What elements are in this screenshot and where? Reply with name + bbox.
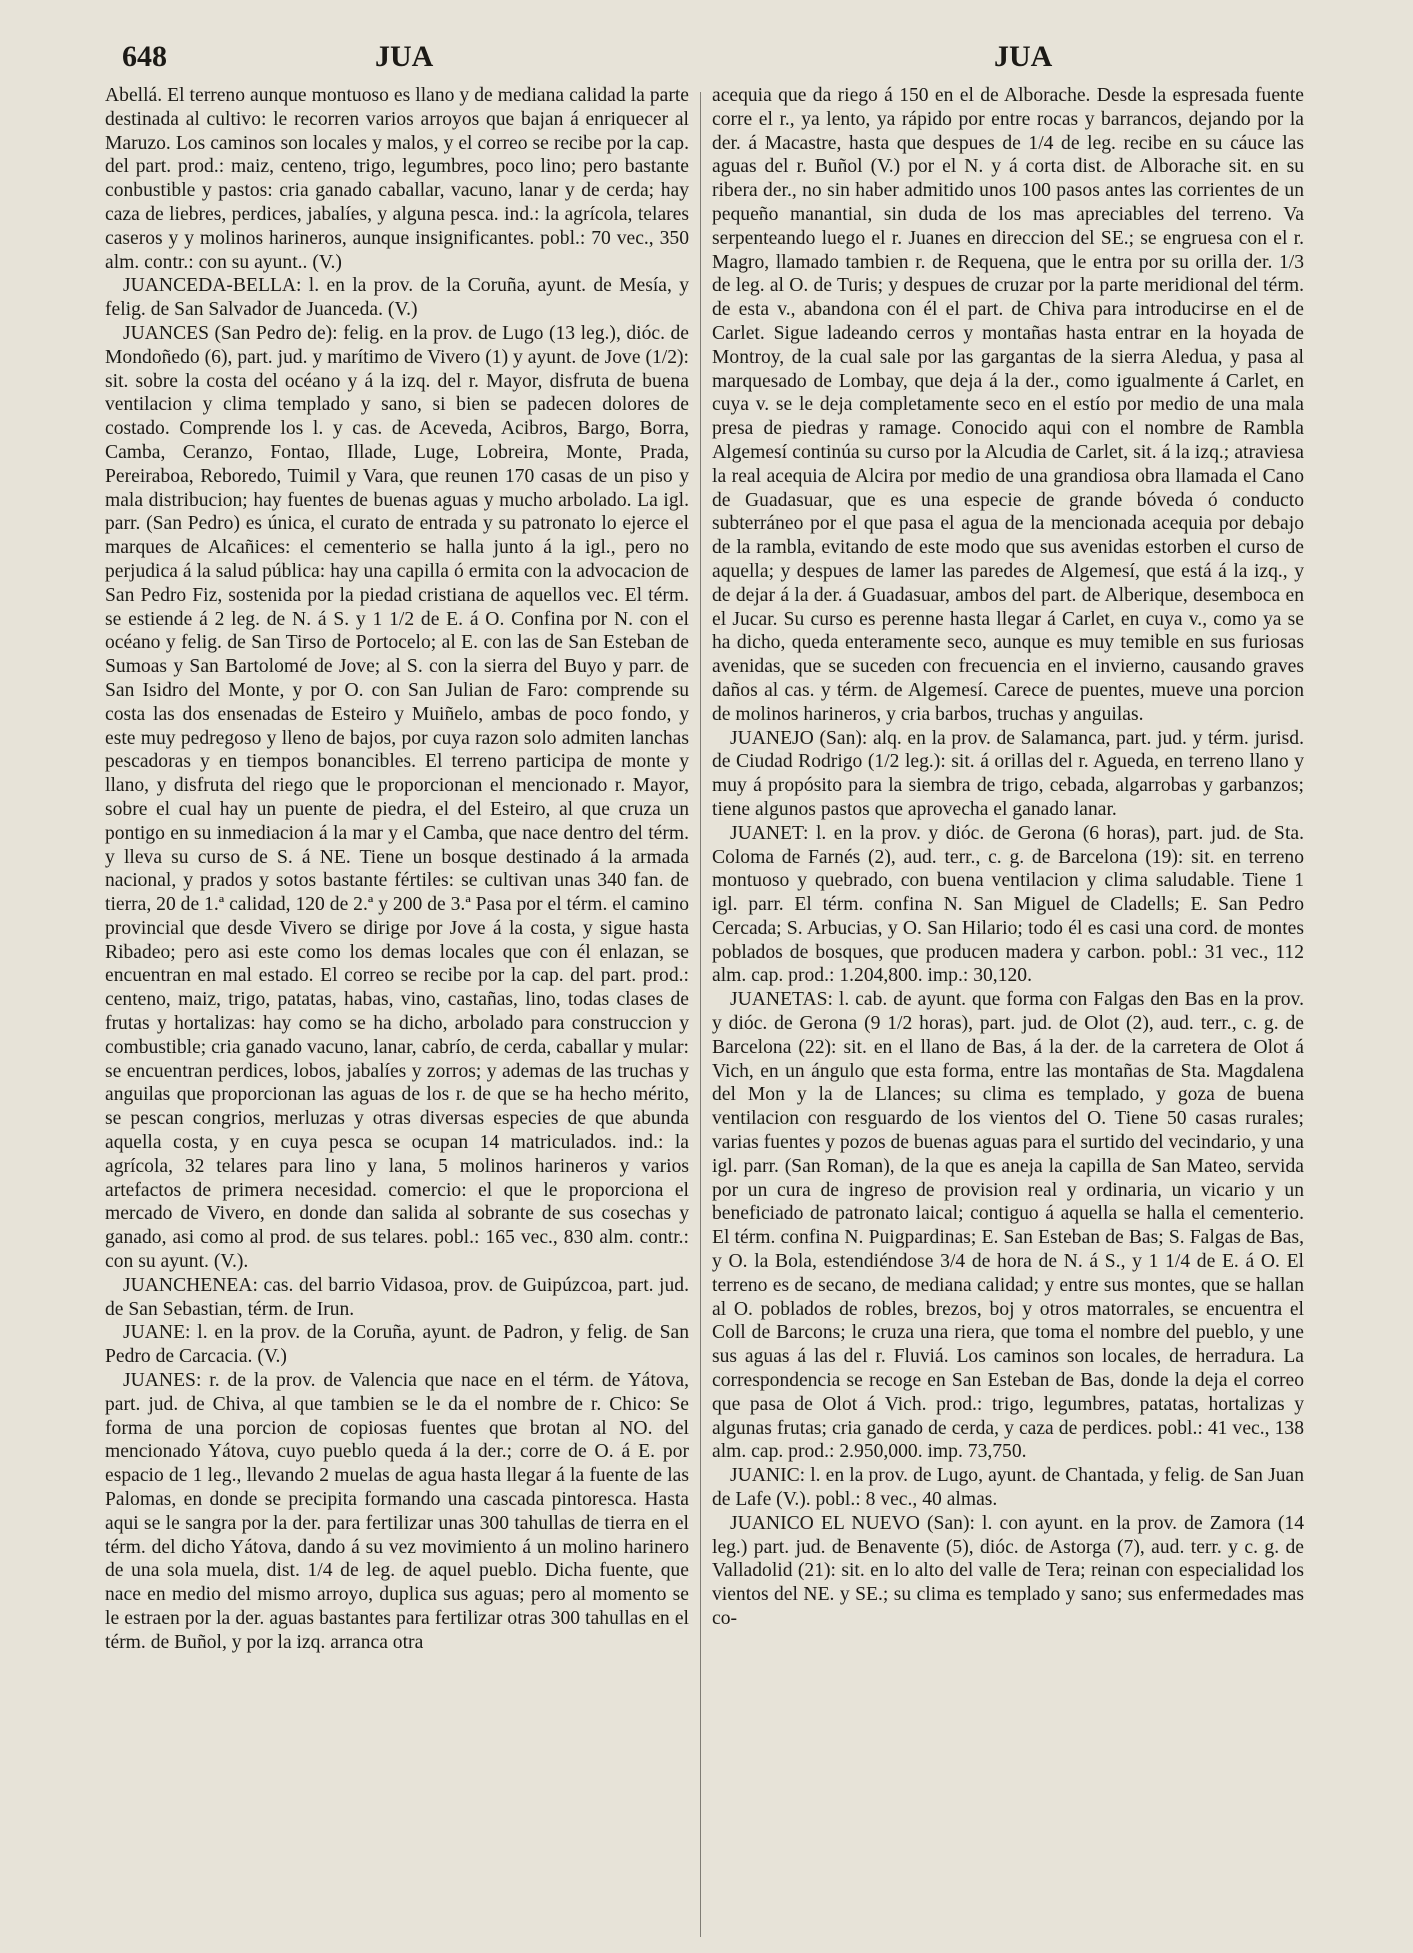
entry-juanico-el-nuevo: JUANICO EL NUEVO (San): l. con ayunt. en la prov. de Zamora (14 leg.) part. jud. de Benavente (5), dióc. de Astorga (7), aud. terr. y c. g. de Valladolid (21): sit. en lo alto del valle de Tera; reinan con especialidad los vientos del NE. y SE.; su clima es templado y sano; sus enfermedades mas co- <box>712 1512 1304 1629</box>
entry-juances: JUANCES (San Pedro de): felig. en la prov. de Lugo (13 leg.), dióc. de Mondoñedo (6), part. jud. y marítimo de Vivero (1) y ayunt. de Jove (1/2): sit. sobre la costa del océano y á la izq. del r. Mayor, disfruta de buena ventilacion y clima templado y sano, si bien se padecen dolores de costado. Comprende los l. y cas. de Aceveda, Acibros, Bargo, Borra, Camba, Ceranzo, Fontao, Illade, Luge, Lobreira, Monte, Prada, Pereiraboa, Reboredo, Tuimil y Vara, que reunen 170 casas de un piso y mala distribucion; hay fuentes de buenas aguas y mucho arbolado. La igl. parr. (San Pedro) es única, el curato de entrada y su patronato lo ejerce el marques de Alcañices: el cementerio se halla junto á la igl., pero no perjudica á la salud pública: hay una capilla ó ermita con la advocacion de San Pedro Fiz, sostenida por la piedad cristiana de aquellos vec. El térm. se estiende á 2 leg. de N. á S. y 1 1/2 de E. á O. Confina por N. con el océano y felig. de San Tirso de Portocelo; al E. con las de San Esteban de Sumoas y San Bartolomé de Jove; al S. con la sierra del Buyo y parr. de San Isidro del Monte, y por O. con San Julian de Faro: comprende su costa las dos ensenadas de Esteiro y Muiñelo, ambas de poco fondo, y este muy pedregoso y lleno de bajos, por cuya razon solo admiten lanchas pescadoras y en tiempos bonancibles. El terreno participa de monte y llano, y disfruta del riego que le proporcionan el mencionado r. Mayor, sobre el cual hay un puente de piedra, el del Esteiro, al que cruza un pontigo en su inmediacion á la mar y el Camba, que nace dentro del térm. y lleva su curso de S. á NE. Tiene un bosque destinado á la armada nacional, y prados y sotos bastante fértiles: se cultivan unas 340 fan. de tierra, 20 de 1.ª calidad, 120 de 2.ª y 200 de 3.ª Pasa por el térm. el camino provincial que desde Vivero se dirige por Jove á la costa, y sigue hasta Ribadeo; pero asi este como los demas locales que con él enlazan, se encuentran en mal estado. El correo se recibe por la cap. del part. prod.: centeno, maiz, trigo, patatas, habas, vino, castañas, lino, todas clases de frutas y hortalizas: hay como se ha dicho, arbolado para construccion y combustible; cria ganado vacuno, lanar, cabrío, de cerda, caballar y mular: se encuentran perdices, lobos, jabalíes y zorros; y ademas de las truchas y anguilas que proporcionan las aguas de los r. de que se ha hecho mérito, se pescan congrios, merluzas y otras diversas especies de que abunda aquella costa, y en cuya pesca se ocupan 14 matriculados. ind.: la agrícola, 32 telares para lino y lana, 5 molinos harineros y varios artefactos de primera necesidad. comercio: el que le proporciona el mercado de Vivero, en donde dan salida al sobrante de sus cosechas y ganado, asi como al prod. de sus telares. pobl.: 165 vec., 830 alm. contr.: con su ayunt. (V.). <box>105 322 689 1273</box>
entry-juane: JUANE: l. en la prov. de la Coruña, ayunt. de Padron, y felig. de San Pedro de Carcacia. (V.) <box>105 1322 689 1368</box>
entry-juanes-continuation: acequia que da riego á 150 en el de Alborache. Desde la espresada fuente corre el r., ya lento, ya rápido por entre rocas y barrancos, dejando por la der. á Macastre, hasta que despues de 1/4 de leg. recibe en su cáuce las aguas del r. Buñol (V.) por el N. y á corta dist. de Alborache sit. en su ribera der., no sin haber admitido unos 100 pasos antes las corrientes de un pequeño manantial, sin duda de los mas apreciables del terreno. Va serpenteando luego el r. Juanes en direccion del SE.; se engruesa con el r. Magro, llamado tambien r. de Requena, que le entra por su orilla der. 1/3 de leg. al O. de Turis; y despues de cruzar por la parte meridional del térm. de esta v., abandona con él el part. de Chiva para introducirse en el de Carlet. Sigue ladeando cerros y montañas hasta entrar en la hoyada de Montroy, de la cual sale por las gargantas de la sierra Aledua, y pasa al marquesado de Lombay, que deja á la der., como igualmente á Carlet, en cuya v. se le deja completamente seco en el estío por medio de una mala presa de piedras y ramage. Conocido aqui con el nombre de Rambla Algemesí continúa su curso por la Alcudia de Carlet, sit. á la izq.; atraviesa la real acequia de Alcira por medio de una grandiosa obra llamada el Cano de Guadasuar, que es una especie de grande bóveda ó conducto subterráneo por el que pasa el agua de la mencionada acequia por debajo de la rambla, evitando de este modo que sus avenidas estorben el curso de aquella; y despues de lamer las paredes de Algemesí, que está á la izq., y de dejar á la der. á Guadasuar, ambos del part. de Alberique, desemboca en el Jucar. Su curso es perenne hasta llegar á Carlet, en cuya v., como ya se ha dicho, queda enteramente seco, aunque es muy temible en sus furiosas avenidas, que se suceden con frecuencia en el invierno, causando graves daños al cas. y térm. de Algemesí. Carece de puentes, mueve una porcion de molinos harineros, y cria barbos, truchas y anguilas. <box>712 85 1304 725</box>
entry-juanet: JUANET: l. en la prov. y dióc. de Gerona (6 horas), part. jud. de Sta. Coloma de Farnés (2), aud. terr., c. g. de Barcelona (19): sit. en terreno montuoso y quebrado, con buena ventilacion y clima saludable. Tiene 1 igl. parr. El térm. confina N. San Miguel de Cladells; E. San Pedro Cercada; S. Arbucias, y O. San Hilario; todo él es casi una cord. de montes poblados de bosques, que producen madera y carbon. pobl.: 31 vec., 112 alm. cap. prod.: 1.204,800. imp.: 30,120. <box>712 822 1304 987</box>
right-running-head: JUA <box>994 40 1053 73</box>
entry-juanic: JUANIC: l. en la prov. de Lugo, ayunt. de Chantada, y felig. de San Juan de Lafe (V.). pobl.: 8 vec., 40 almas. <box>712 1465 1304 1511</box>
entry-juanejo: JUANEJO (San): alq. en la prov. de Salamanca, part. jud. y térm. jurisd. de Ciudad Rodrigo (1/2 leg.): sit. á orillas del r. Agueda, en terreno llano y muy á propósito para la siembra de trigo, cebada, algarrobas y garbanzos; tiene algunos pastos que aprovecha el ganado lanar. <box>712 727 1304 820</box>
entry-continuation: Abellá. El terreno aunque montuoso es llano y de mediana calidad la parte destinada al cultivo: le recorren varios arroyos que bajan á enriquecer al Maruzo. Los caminos son locales y malos, y el correo se recibe por la cap. del part. prod.: maiz, centeno, trigo, legumbres, poco lino; pero bastante conbustible y pastos: cria ganado caballar, vacuno, lanar y de cerda; hay caza de liebres, perdices, jabalíes, y alguna pesca. ind.: la agrícola, telares caseros y y molinos harineros, aunque insignificantes. pobl.: 70 vec., 350 alm. contr.: con su ayunt.. (V.) <box>105 85 689 273</box>
left-running-head: JUA <box>375 40 434 73</box>
column-divider <box>700 92 701 1937</box>
entry-juanchenea: JUANCHENEA: cas. del barrio Vidasoa, prov. de Guipúzcoa, part. jud. de San Sebastian, térm. de Irun. <box>105 1274 689 1320</box>
entry-juanceda-bella: JUANCEDA-BELLA: l. en la prov. de la Coruña, ayunt. de Mesía, y felig. de San Salvador de Juanceda. (V.) <box>105 275 689 321</box>
left-column <box>105 84 689 1655</box>
page-number: 648 <box>122 40 167 73</box>
right-column <box>712 84 1304 1631</box>
entry-juanes: JUANES: r. de la prov. de Valencia que nace en el térm. de Yátova, part. jud. de Chiva, al que tambien se le da el nombre de r. Chico: Se forma de una porcion de copiosas fuentes que brotan al NO. del mencionado Yátova, cuyo pueblo queda á la der.; corre de O. á E. por espacio de 1 leg., llevando 2 muelas de agua hasta llegar á la fuente de las Palomas, en donde se precipita formando una cascada pintoresca. Hasta aqui se le sangra por la der. para fertilizar unas 300 tahullas de tierra en el térm. del dicho Yátova, dando á su vez movimiento á un molino harinero de una sola muela, dist. 1/4 de leg. de aquel pueblo. Dicha fuente, que nace en medio del mismo arroyo, duplica sus aguas; pero al momento se le estraen por la der. aguas bastantes para fertilizar otras 300 tahullas en el térm. de Buñol, y por la izq. arranca otra <box>105 1370 689 1653</box>
page-header <box>0 40 1413 80</box>
entry-juanetas: JUANETAS: l. cab. de ayunt. que forma con Falgas den Bas en la prov. y dióc. de Gerona (9 1/2 horas), part. jud. de Olot (2), aud. terr., c. g. de Barcelona (22): sit. en el llano de Bas, á la der. de la carretera de Olot á Vich, en un ángulo que esta forma, entre las montañas de Sta. Magdalena del Mon y la de Llances; su clima es templado, y goza de buena ventilacion con resguardo de los vientos del O. Tiene 50 casas rurales; varias fuentes y pozos de buenas aguas para el surtido del vecindario, y una igl. parr. (San Roman), de la que es aneja la capilla de San Mateo, servida por un cura de ingreso de provision real y ordinaria, un vicario y un beneficiado de patronato laical; contiguo á aquella se halla el cementerio. El térm. confina N. Puigpardinas; E. San Esteban de Bas; S. Falgas de Bas, y O. la Bola, estendiéndose 3/4 de hora de N. á S., y 1 1/4 de E. á O. El terreno es de secano, de mediana calidad; y entre sus montes, que se hallan al O. poblados de robles, brezos, boj y otros matorrales, se encuentra el Coll de Barcons; le cruza una riera, que toma el nombre del pueblo, y une sus aguas á las del r. Fluviá. Los caminos son locales, de herradura. La correspondencia se recoge en San Esteban de Bas, donde la deja el correo que pasa de Olot á Vich. prod.: trigo, legumbres, patatas, hortalizas y algunas frutas; cria ganado de cerda, y caza de perdices. pobl.: 41 vec., 138 alm. cap. prod.: 2.950,000. imp. 73,750. <box>712 989 1304 1463</box>
